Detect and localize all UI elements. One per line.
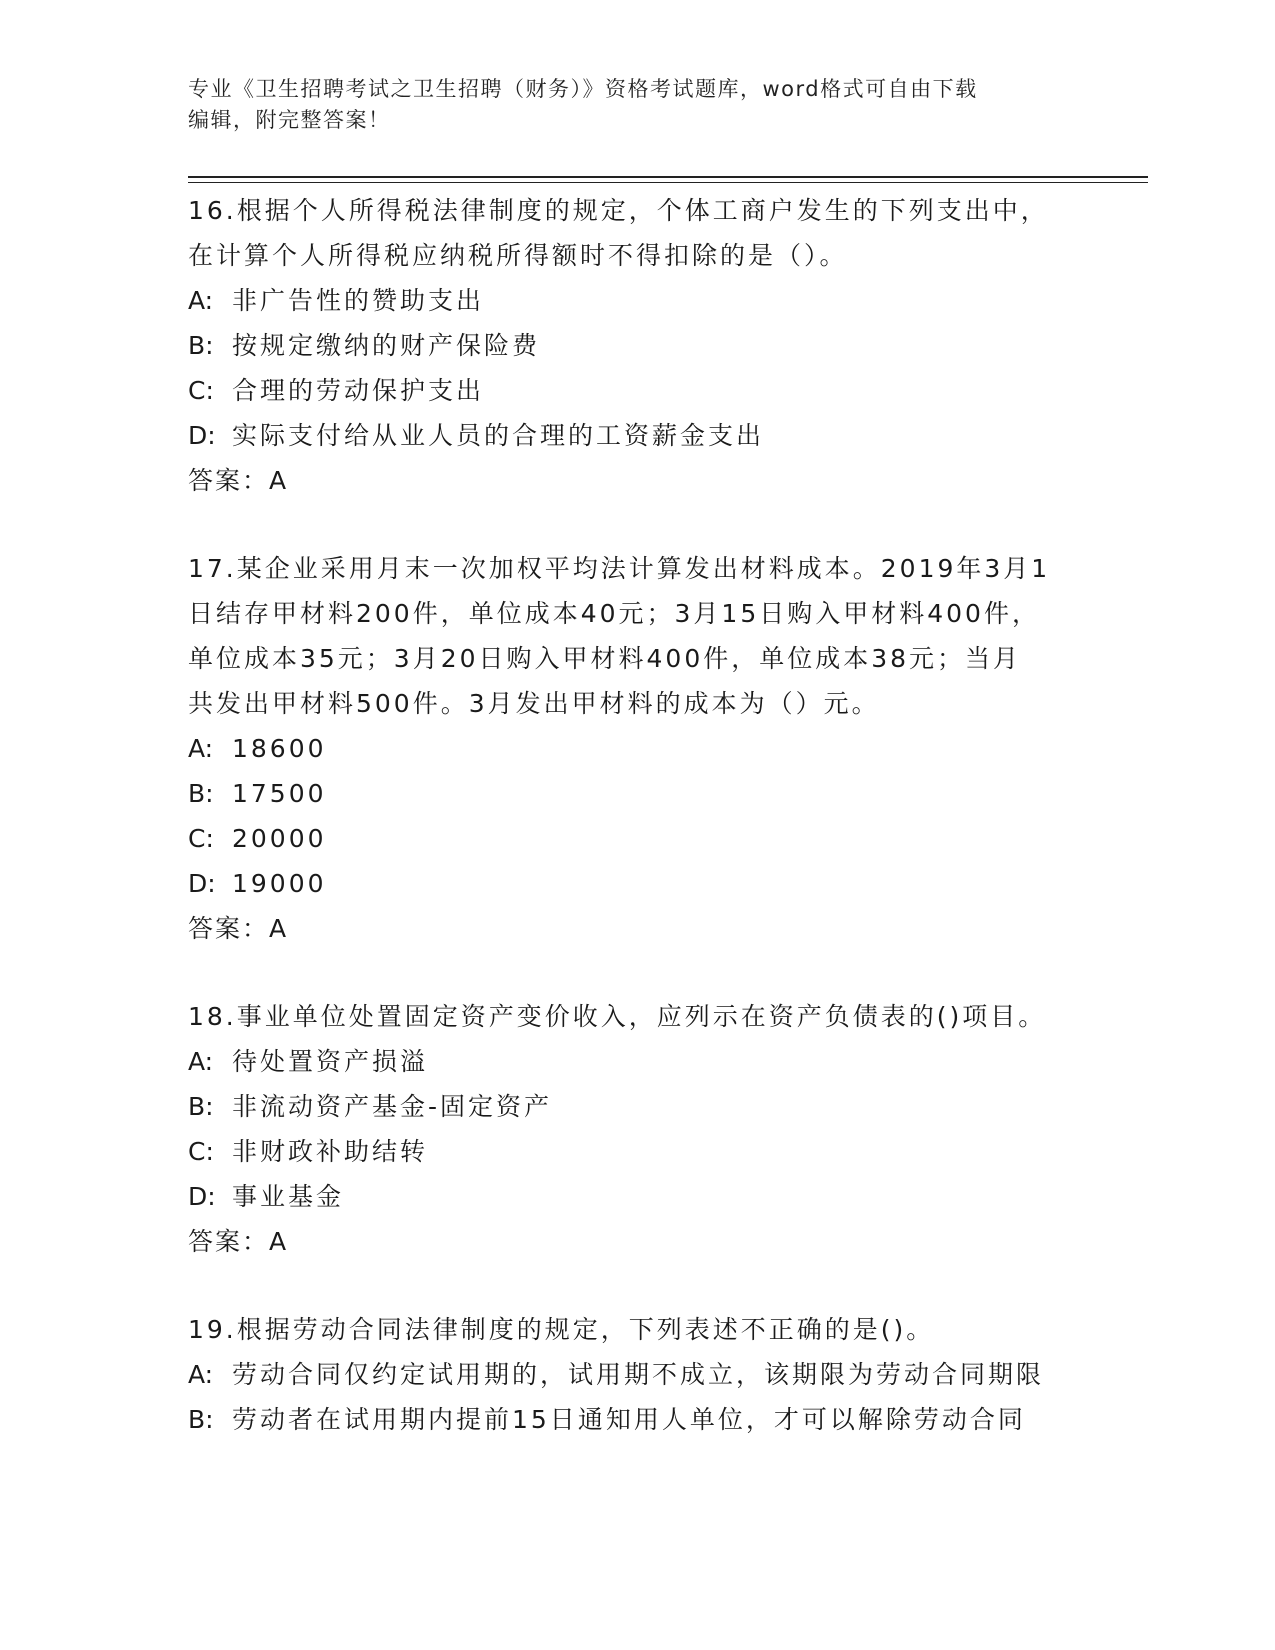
option-text: 事业基金 — [232, 1182, 345, 1211]
question-stem-line: 16.根据个人所得税法律制度的规定，个体工商户发生的下列支出中， — [188, 196, 1049, 225]
option-letter: C: — [188, 824, 214, 853]
header-line-1: 专业《卫生招聘考试之卫生招聘（财务）》资格考试题库，word格式可自由下载 — [188, 77, 978, 101]
question-stem-line: 日结存甲材料200件，单位成本40元；3月15日购入甲材料400件， — [188, 599, 1040, 628]
header-line-2: 编辑，附完整答案！ — [188, 108, 391, 132]
option-text: 18600 — [232, 734, 327, 763]
option-text: 合理的劳动保护支出 — [232, 376, 485, 405]
option-d — [188, 861, 1088, 906]
option-b — [188, 1084, 1088, 1129]
option-a — [188, 726, 1088, 771]
question-stem-line: 19.根据劳动合同法律制度的规定，下列表述不正确的是()。 — [188, 1315, 935, 1344]
option-letter: A: — [188, 1360, 214, 1389]
option-letter: C: — [188, 376, 214, 405]
option-letter: B: — [188, 1405, 214, 1434]
option-letter: B: — [188, 331, 214, 360]
option-text: 按规定缴纳的财产保险费 — [232, 331, 541, 360]
option-c — [188, 368, 1088, 413]
option-a — [188, 1039, 1088, 1084]
option-d — [188, 1174, 1088, 1219]
option-b — [188, 323, 1088, 368]
question-list — [188, 188, 1088, 1442]
option-b — [188, 771, 1088, 816]
question-19 — [188, 1307, 1088, 1442]
option-text: 19000 — [232, 869, 327, 898]
document-header — [188, 74, 1068, 136]
answer-line: 答案：A — [188, 1227, 289, 1256]
option-letter: D: — [188, 1182, 216, 1211]
header-divider-thick — [188, 176, 1148, 178]
option-letter: D: — [188, 869, 216, 898]
option-text: 非财政补助结转 — [232, 1137, 429, 1166]
option-text: 非广告性的赞助支出 — [232, 286, 485, 315]
option-letter: A: — [188, 734, 214, 763]
option-letter: B: — [188, 779, 214, 808]
option-text: 非流动资产基金-固定资产 — [232, 1092, 553, 1121]
option-c — [188, 816, 1088, 861]
option-text: 20000 — [232, 824, 327, 853]
answer-line: 答案：A — [188, 914, 289, 943]
option-letter: A: — [188, 286, 214, 315]
option-text: 待处置资产损溢 — [232, 1047, 429, 1076]
option-text: 劳动者在试用期内提前15日通知用人单位，才可以解除劳动合同 — [232, 1405, 1026, 1434]
answer-line: 答案：A — [188, 466, 289, 495]
option-letter: A: — [188, 1047, 214, 1076]
option-a — [188, 1352, 1088, 1397]
question-16 — [188, 188, 1088, 503]
option-text: 实际支付给从业人员的合理的工资薪金支出 — [232, 421, 765, 450]
header-divider-thin — [188, 182, 1148, 183]
option-a — [188, 278, 1088, 323]
question-stem-line: 18.事业单位处置固定资产变价收入，应列示在资产负债表的()项目。 — [188, 1002, 1047, 1031]
question-stem-line: 在计算个人所得税应纳税所得额时不得扣除的是（）。 — [188, 241, 848, 270]
option-letter: D: — [188, 421, 216, 450]
option-text: 17500 — [232, 779, 327, 808]
option-c — [188, 1129, 1088, 1174]
option-text: 劳动合同仅约定试用期的，试用期不成立，该期限为劳动合同期限 — [232, 1360, 1045, 1389]
question-18 — [188, 994, 1088, 1264]
question-stem-line: 单位成本35元；3月20日购入甲材料400件，单位成本38元；当月 — [188, 644, 1022, 673]
option-letter: C: — [188, 1137, 214, 1166]
question-stem-line: 共发出甲材料500件。3月发出甲材料的成本为（）元。 — [188, 689, 880, 718]
question-17 — [188, 546, 1088, 951]
option-b — [188, 1397, 1088, 1442]
option-d — [188, 413, 1088, 458]
option-letter: B: — [188, 1092, 214, 1121]
question-stem-line: 17.某企业采用月末一次加权平均法计算发出材料成本。2019年3月1 — [188, 554, 1051, 583]
